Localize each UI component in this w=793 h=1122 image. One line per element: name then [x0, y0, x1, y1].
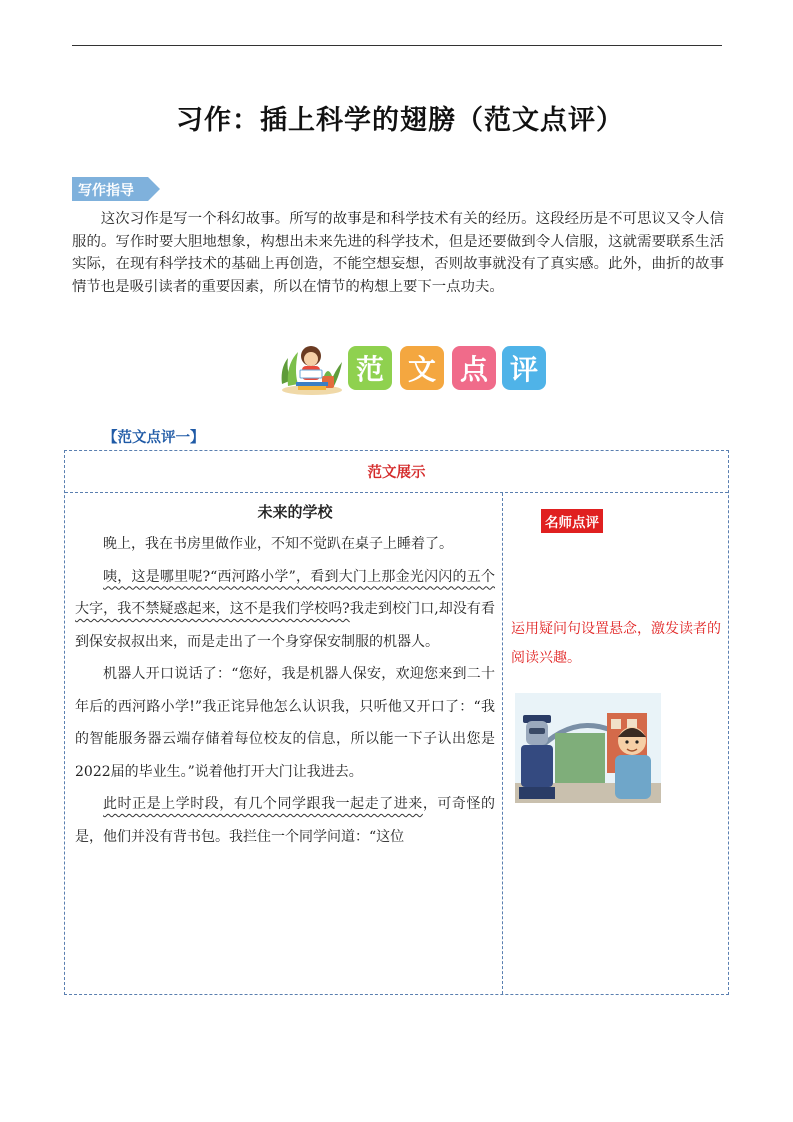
essay-paragraph: [75, 528, 495, 561]
teacher-comment-text: 运用疑问句设置悬念，激发读者的阅读兴趣。: [511, 621, 721, 666]
paragraph-text: 机器人开口说话了：“您好，我是机器人保安，欢迎您来到二十年后的西河路小学!”我正诧异他怎么认识我，只听他又开口了：“我的智能服务器云端存储着每位校友的信息，所以能一下子认出您是2022届的毕业生。”说着他打开大门让我进去。: [75, 666, 495, 780]
essay-paragraph: [75, 788, 495, 853]
reading-girl-icon: [276, 340, 346, 396]
essay-paragraph: [75, 658, 495, 788]
banner-char-2: 文: [400, 346, 444, 390]
sample-section-title: 范文展示: [367, 465, 426, 481]
paragraph-text: 我走到校门口,却没有看到保安叔叔出来，而是走出了一个身穿保安制服的机器人。: [75, 601, 495, 650]
writing-guide-tag: [72, 177, 160, 201]
highlighted-sentence: 咦，这是哪里呢?“西河路小学”，看到大门上那金光闪闪的五个大字，我不禁疑惑起来，这不是我们学校吗?: [75, 568, 495, 617]
sample-review-banner: [276, 340, 546, 396]
banner-char-4: 评: [502, 346, 546, 390]
sample-table: [64, 450, 729, 995]
writing-guide-text: 这次习作是写一个科幻故事。所写的故事是和科学技术有关的经历。这段经历是不可思议又令人信服的。写作时要大胆地想象，构想出未来先进的科学技术，但是还要做到令人信服，这就需要联系生活实际，在现有科学技术的基础上再创造，不能空想妄想，否则故事就没有了真实感。此外，曲折的故事情节也是吸引读者的重要因素，所以在情节的构想上要下一点功夫。: [72, 211, 724, 295]
banner-char-1: 范: [348, 346, 392, 390]
sample-heading: 【范文点评一】: [103, 429, 205, 446]
banner-char-3: 点: [452, 346, 496, 390]
sample-table-header: [65, 451, 728, 493]
essay-paragraph: [75, 561, 495, 659]
paragraph-text: 晚上，我在书房里做作业，不知不觉趴在桌子上睡着了。: [103, 536, 453, 552]
teacher-comment-badge: 名师点评: [541, 509, 603, 533]
highlighted-sentence: 此时正是上学时段，有几个同学跟我一起走了进来: [103, 796, 423, 812]
page-title: 习作：插上科学的翅膀（范文点评）: [176, 105, 624, 136]
header-rule: [72, 45, 722, 46]
writing-guide-label: 写作指导: [78, 183, 134, 199]
paragraph-text: ，可奇怪的是，他们并没有背书包。我拦住一个同学问道：“这位: [75, 796, 496, 845]
comment-column: [503, 493, 728, 994]
essay-title: 未来的学校: [257, 503, 333, 521]
robot-guard-illustration: [515, 693, 661, 803]
essay-column: [75, 501, 495, 853]
